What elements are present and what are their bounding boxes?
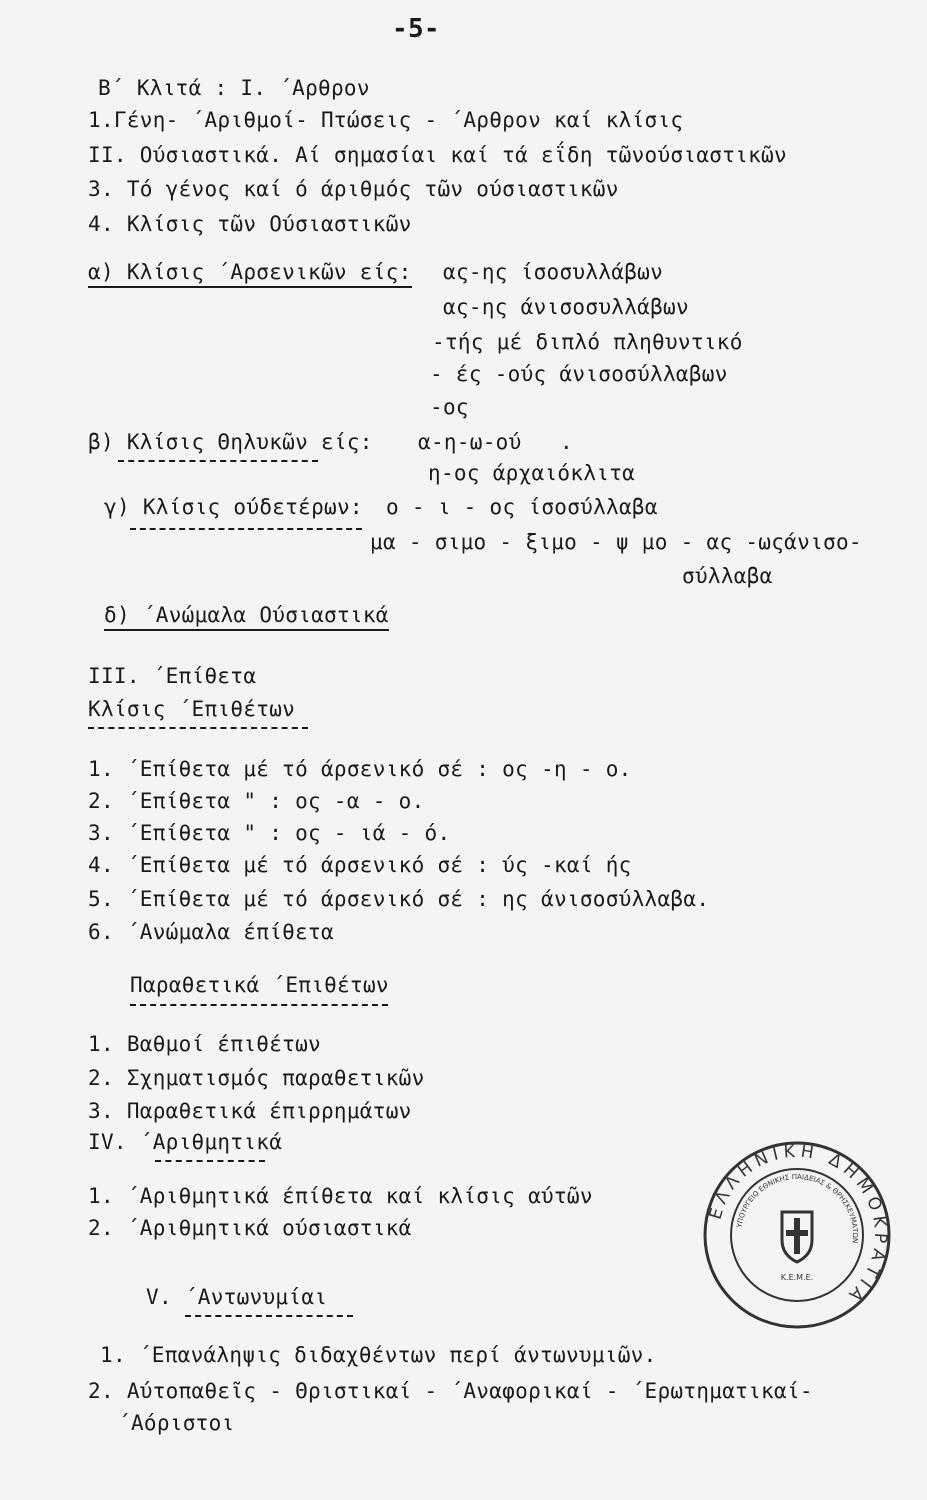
pronouns-line-1: 1. ΄Επανάληψις διδαχθέντων περί άντωνυμιῶν.	[100, 1343, 657, 1367]
adjective-line-5: 5. ΄Επίθετα μέ τό άρσενικό σέ : ης άνισοσύλλαβα.	[88, 887, 710, 911]
masculine-item-4: - ές -ούς άνισοσύλλαβων	[430, 362, 728, 386]
comparatives-underline	[130, 1004, 388, 1006]
feminine-item-1: α-η-ω-ού	[418, 430, 522, 454]
neuter-item-1: ο - ι - ος ίσοσύλλαβα	[386, 495, 658, 519]
masculine-item-1: ας-ης ίσοσυλλάβων	[443, 260, 664, 284]
stamp-inner-text: ΥΠΟΥΡΓΕΙΟ ΕΘΝΙΚΗΣ ΠΑΙΔΕΙΑΣ & ΘΡΗΣΚΕΥΜΑΤΩΝ	[735, 1172, 860, 1244]
masculine-item-3: -τής μέ διπλό πληθυντικό	[432, 330, 743, 354]
adjective-line-1: 1. ΄Επίθετα μέ τό άρσενικό σέ : ος -η - ο.	[88, 757, 632, 781]
numerals-line-2: 2. ΄Αριθμητικά ούσιαστικά	[88, 1216, 412, 1240]
feminine-underline	[118, 460, 318, 462]
comparatives-line-2: 2. Σχηματισμός παραθετικῶν	[88, 1066, 425, 1090]
feminine-label: β) Κλίσις Θηλυκῶν είς:	[88, 430, 373, 454]
line-genders: 1.Γένη- ΄Αριθμοί- Πτώσεις - ΄Αρθρον καί κλίσις	[88, 108, 684, 132]
comparatives-line-1: 1. Βαθμοί έπιθέτων	[88, 1032, 321, 1056]
official-stamp	[702, 1140, 892, 1330]
neuter-underline	[130, 528, 362, 530]
coat-of-arms-icon	[782, 1212, 812, 1262]
masculine-label-text: α) Κλίσις ΄Αρσενικῶν είς:	[88, 260, 412, 288]
page-number: -5-	[392, 14, 440, 44]
section-v-title: V. ΄Αντωνυμίαι	[146, 1285, 328, 1309]
stamp-code: Κ.Ε.Μ.Ε.	[780, 1273, 814, 1282]
masculine-label	[88, 260, 412, 284]
masculine-item-2: ας-ης άνισοσυλλάβων	[443, 295, 689, 319]
adjective-line-6: 6. ΄Ανώμαλα έπίθετα	[88, 920, 334, 944]
section-v-underline	[185, 1315, 353, 1317]
adjective-line-4: 4. ΄Επίθετα μέ τό άρσενικό σέ : ύς -καί ής	[88, 853, 632, 877]
section-b-title: Β΄ Κλιτά : Ι. ΄Αρθρον	[98, 76, 370, 100]
numerals-line-1: 1. ΄Αριθμητικά έπίθετα καί κλίσις αύτῶν	[88, 1184, 593, 1208]
line-nouns: ΙΙ. Ούσιαστικά. Αί σημασίαι καί τά εΐδη τῶνούσιαστικῶν	[88, 143, 787, 167]
line-gender-number: 3. Τό γένος καί ό άριθμός τῶν ούσιαστικῶν	[88, 177, 619, 201]
adjective-line-3: 3. ΄Επίθετα " : ος - ιά - ό.	[88, 821, 451, 845]
stamp-outer-text: ΕΛΛΗΝΙΚΗ ΔΗΜΟΚΡΑΤΙΑ	[705, 1141, 891, 1309]
neuter-item-2: μα - σιμο - ξιμο - ψ μο - ας -ωςάνισο-	[370, 530, 862, 554]
neuter-label: γ) Κλίσις ούδετέρων:	[104, 495, 363, 519]
adjective-line-2: 2. ΄Επίθετα " : ος -α - ο.	[88, 789, 425, 813]
masculine-item-5: -ος	[430, 395, 469, 419]
comparatives-title: Παραθετικά ΄Επιθέτων	[130, 973, 389, 997]
feminine-mark: .	[560, 430, 573, 454]
irregular-nouns-text: δ) ΄Ανώμαλα Ούσιαστικά	[104, 603, 389, 631]
irregular-nouns	[104, 603, 389, 627]
neuter-item-3: σύλλαβα	[682, 564, 773, 588]
comparatives-line-3: 3. Παραθετικά έπιρρημάτων	[88, 1099, 412, 1123]
line-declension: 4. Κλίσις τῶν Ούσιαστικῶν	[88, 212, 412, 236]
section-iv-title: IV. ΄Αριθμητικά	[88, 1130, 283, 1154]
section-iii-title: ΙΙΙ. ΄Επίθετα	[88, 664, 257, 688]
adjective-declension-underline	[88, 727, 308, 729]
pronouns-line-2: 2. Αύτοπαθεῖς - Θριστικαί - ΄Αναφορικαί - ΄Ερωτηματικαί-	[88, 1379, 813, 1403]
feminine-item-2: η-ος άρχαιόκλιτα	[428, 461, 636, 485]
section-iv-underline	[155, 1160, 265, 1162]
adjective-declension-title: Κλίσις ΄Επιθέτων	[88, 697, 296, 721]
pronouns-line-3: ΄Αόριστοι	[118, 1411, 235, 1435]
